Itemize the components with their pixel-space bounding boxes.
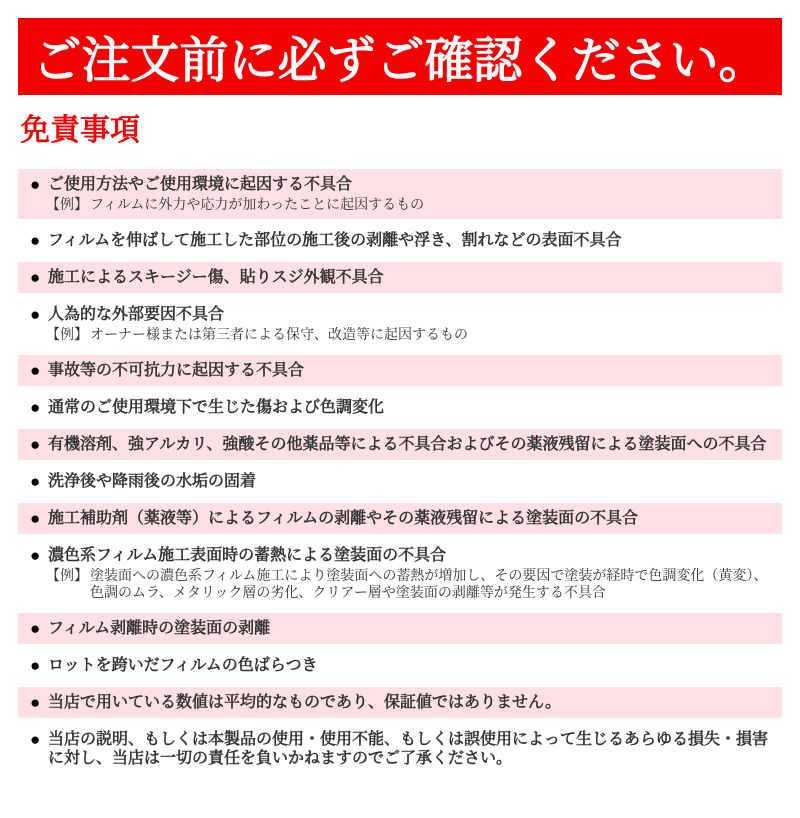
disclaimer-item — [18, 262, 782, 293]
disclaimer-item — [18, 540, 782, 607]
disclaimer-item-text: 有機溶剤、強アルカリ、強酸その他薬品等による不具合およびその薬液残留による塗装面への不具合 — [48, 436, 767, 453]
disclaimer-item-text: 事故等の不可抗力に起因する不具合 — [48, 362, 305, 379]
disclaimer-item — [18, 503, 782, 534]
disclaimer-item-main — [30, 231, 776, 250]
disclaimer-item-text: 人為的な外部要因不具合 — [48, 306, 225, 323]
disclaimer-item-main — [30, 730, 776, 768]
disclaimer-item — [18, 429, 782, 460]
disclaimer-item-text: ロットを跨いだフィルムの色ばらつき — [48, 657, 318, 674]
bullet-icon: ● — [30, 231, 41, 250]
disclaimer-item-text: 当店で用いている数値は平均的なものであり、保証値ではありません。 — [48, 694, 561, 711]
disclaimer-item-example — [46, 326, 776, 343]
disclaimer-item-text: ご使用方法やご使用環境に起因する不具合 — [48, 176, 353, 193]
disclaimer-item-main — [30, 361, 776, 380]
confirmation-banner — [18, 18, 782, 95]
disclaimer-item — [18, 299, 782, 349]
banner-title: ご注文前に必ずご確認ください。 — [32, 33, 768, 88]
bullet-icon: ● — [30, 509, 41, 528]
disclaimer-item-text: 施工補助剤（薬液等）によるフィルムの剥離やその薬液残留による塗装面の不具合 — [48, 510, 639, 527]
bullet-icon: ● — [30, 398, 41, 417]
example-text: オーナー様または第三者による保守、改造等に起因するもの — [90, 326, 468, 342]
disclaimer-item — [18, 687, 782, 718]
disclaimer-item-text: 通常のご使用環境下で生じた傷および色調変化 — [48, 399, 385, 416]
disclaimer-item-text: 濃色系フィルム施工表面時の蓄熱による塗装面の不具合 — [48, 547, 447, 564]
example-text: フィルムに外力や応力が加わったことに起因するもの — [90, 196, 425, 212]
example-label: 【例】 — [46, 326, 88, 342]
disclaimer-item-main — [30, 472, 776, 491]
bullet-icon: ● — [30, 546, 41, 565]
disclaimer-item-text: 洗浄後や降雨後の水垢の固着 — [48, 473, 257, 490]
disclaimer-item-main — [30, 305, 776, 324]
disclaimer-item-main — [30, 435, 776, 454]
example-label: 【例】 — [46, 567, 88, 583]
disclaimer-item — [18, 613, 782, 644]
disclaimer-item — [18, 355, 782, 386]
example-label: 【例】 — [46, 196, 88, 212]
disclaimer-item-example — [46, 567, 776, 601]
disclaimer-item-main — [30, 693, 776, 712]
bullet-icon: ● — [30, 472, 41, 491]
example-text: 塗装面への濃色系フィルム施工により塗装面への蓄熱が増加し、その要因で塗装が経時で色調変化（黄変）、色調のムラ、メタリック層の劣化、クリアー層や塗装面の剥離等が発生する不具合 — [90, 567, 768, 600]
disclaimer-page — [0, 18, 800, 818]
section-heading: 免責事項 — [20, 114, 140, 147]
disclaimer-item — [18, 169, 782, 219]
disclaimer-item-main — [30, 546, 776, 565]
bullet-icon: ● — [30, 656, 41, 675]
disclaimer-item — [18, 724, 782, 774]
disclaimer-item-text: 当店の説明、もしくは本製品の使用・使用不能、もしくは誤使用によって生じるあらゆる損失・損害に対し、当店は一切の責任を負いかねますのでご了承ください。 — [48, 731, 769, 767]
disclaimer-item-text: フィルムを伸ばして施工した部位の施工後の剥離や浮き、割れなどの表面不具合 — [48, 232, 622, 249]
disclaimer-item — [18, 650, 782, 681]
disclaimer-item-main — [30, 619, 776, 638]
bullet-icon: ● — [30, 730, 41, 749]
disclaimer-item — [18, 392, 782, 423]
disclaimer-item — [18, 466, 782, 497]
bullet-icon: ● — [30, 693, 41, 712]
bullet-icon: ● — [30, 435, 41, 454]
bullet-icon: ● — [30, 619, 41, 638]
bullet-icon: ● — [30, 268, 41, 287]
bullet-icon: ● — [30, 175, 41, 194]
disclaimer-item — [18, 225, 782, 256]
disclaimer-item-main — [30, 398, 776, 417]
disclaimer-item-main — [30, 509, 776, 528]
disclaimer-list — [18, 169, 782, 774]
bullet-icon: ● — [30, 361, 41, 380]
disclaimer-item-main — [30, 268, 776, 287]
disclaimer-item-text: 施工によるスキージー傷、貼りスジ外観不具合 — [48, 269, 384, 286]
disclaimer-item-main — [30, 175, 776, 194]
disclaimer-item-text: フィルム剥離時の塗装面の剥離 — [48, 620, 271, 637]
bullet-icon: ● — [30, 305, 41, 324]
disclaimer-item-main — [30, 656, 776, 675]
disclaimer-item-example — [46, 196, 776, 213]
